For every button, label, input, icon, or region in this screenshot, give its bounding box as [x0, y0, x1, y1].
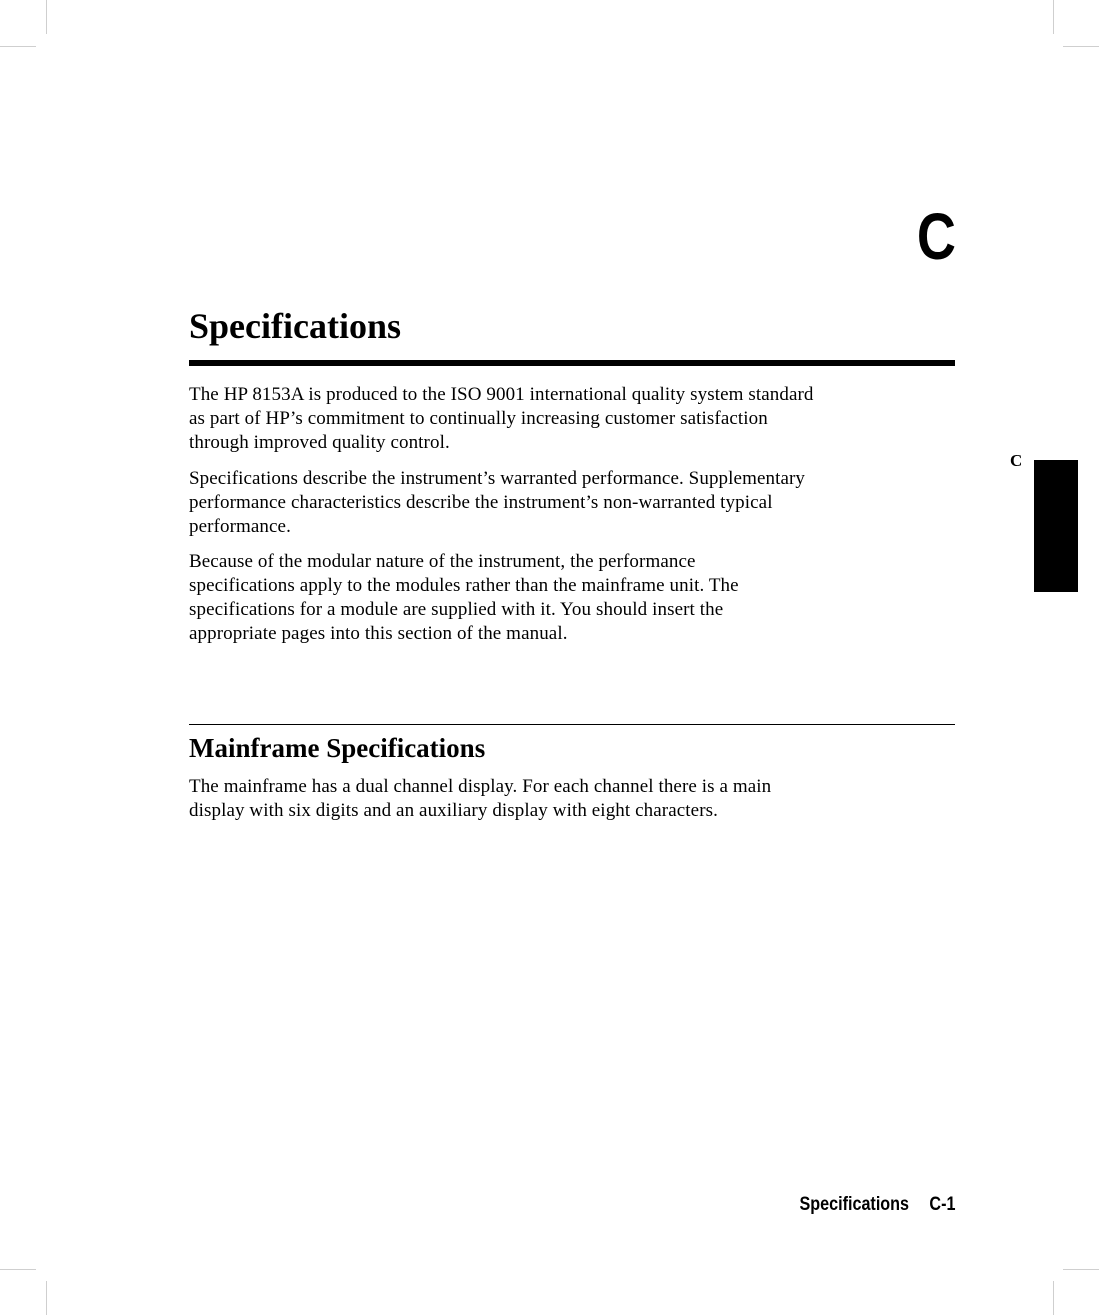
text-line: specifications apply to the modules rather than the mainframe unit. The	[189, 575, 739, 596]
page-title: Specifications	[189, 306, 401, 346]
crop-mark	[46, 0, 47, 34]
section-rule	[189, 724, 955, 725]
mainframe-paragraph	[189, 775, 959, 823]
intro-paragraph-modules	[189, 550, 959, 646]
chapter-letter: C	[916, 199, 956, 273]
section-heading-mainframe: Mainframe Specifications	[189, 733, 486, 763]
page-footer	[799, 1193, 955, 1217]
crop-mark	[1053, 0, 1054, 34]
footer-page-number: C-1	[928, 1194, 955, 1215]
text-line: The mainframe has a dual channel display. For each channel there is a main	[189, 776, 772, 797]
text-line: Specifications describe the instrument’s warranted performance. Supplementary	[189, 468, 806, 489]
crop-mark	[1053, 1281, 1054, 1315]
text-line: The HP 8153A is produced to the ISO 9001 international quality system standard	[189, 384, 814, 405]
text-line: display with six digits and an auxiliary display with eight characters.	[189, 800, 718, 821]
text-line: specifications for a module are supplied with it. You should insert the	[189, 599, 724, 620]
crop-mark	[0, 1269, 36, 1270]
crop-mark	[0, 46, 36, 47]
text-line: performance.	[189, 516, 291, 537]
text-line: through improved quality control.	[189, 432, 450, 453]
footer-section: Specifications	[799, 1194, 909, 1215]
text-line: Because of the modular nature of the instrument, the performance	[189, 551, 696, 572]
crop-mark	[1063, 46, 1099, 47]
text-line: appropriate pages into this section of the manual.	[189, 623, 568, 644]
title-rule	[189, 360, 955, 366]
crop-mark	[46, 1281, 47, 1315]
intro-paragraph-quality	[189, 383, 959, 455]
thumb-tab-letter: C	[1010, 451, 1023, 470]
intro-paragraph-warranty	[189, 467, 959, 539]
text-line: as part of HP’s commitment to continually increasing customer satisfaction	[189, 408, 768, 429]
crop-mark	[1063, 1269, 1099, 1270]
thumb-tab	[1034, 460, 1078, 592]
text-line: performance characteristics describe the instrument’s non-warranted typical	[189, 492, 773, 513]
